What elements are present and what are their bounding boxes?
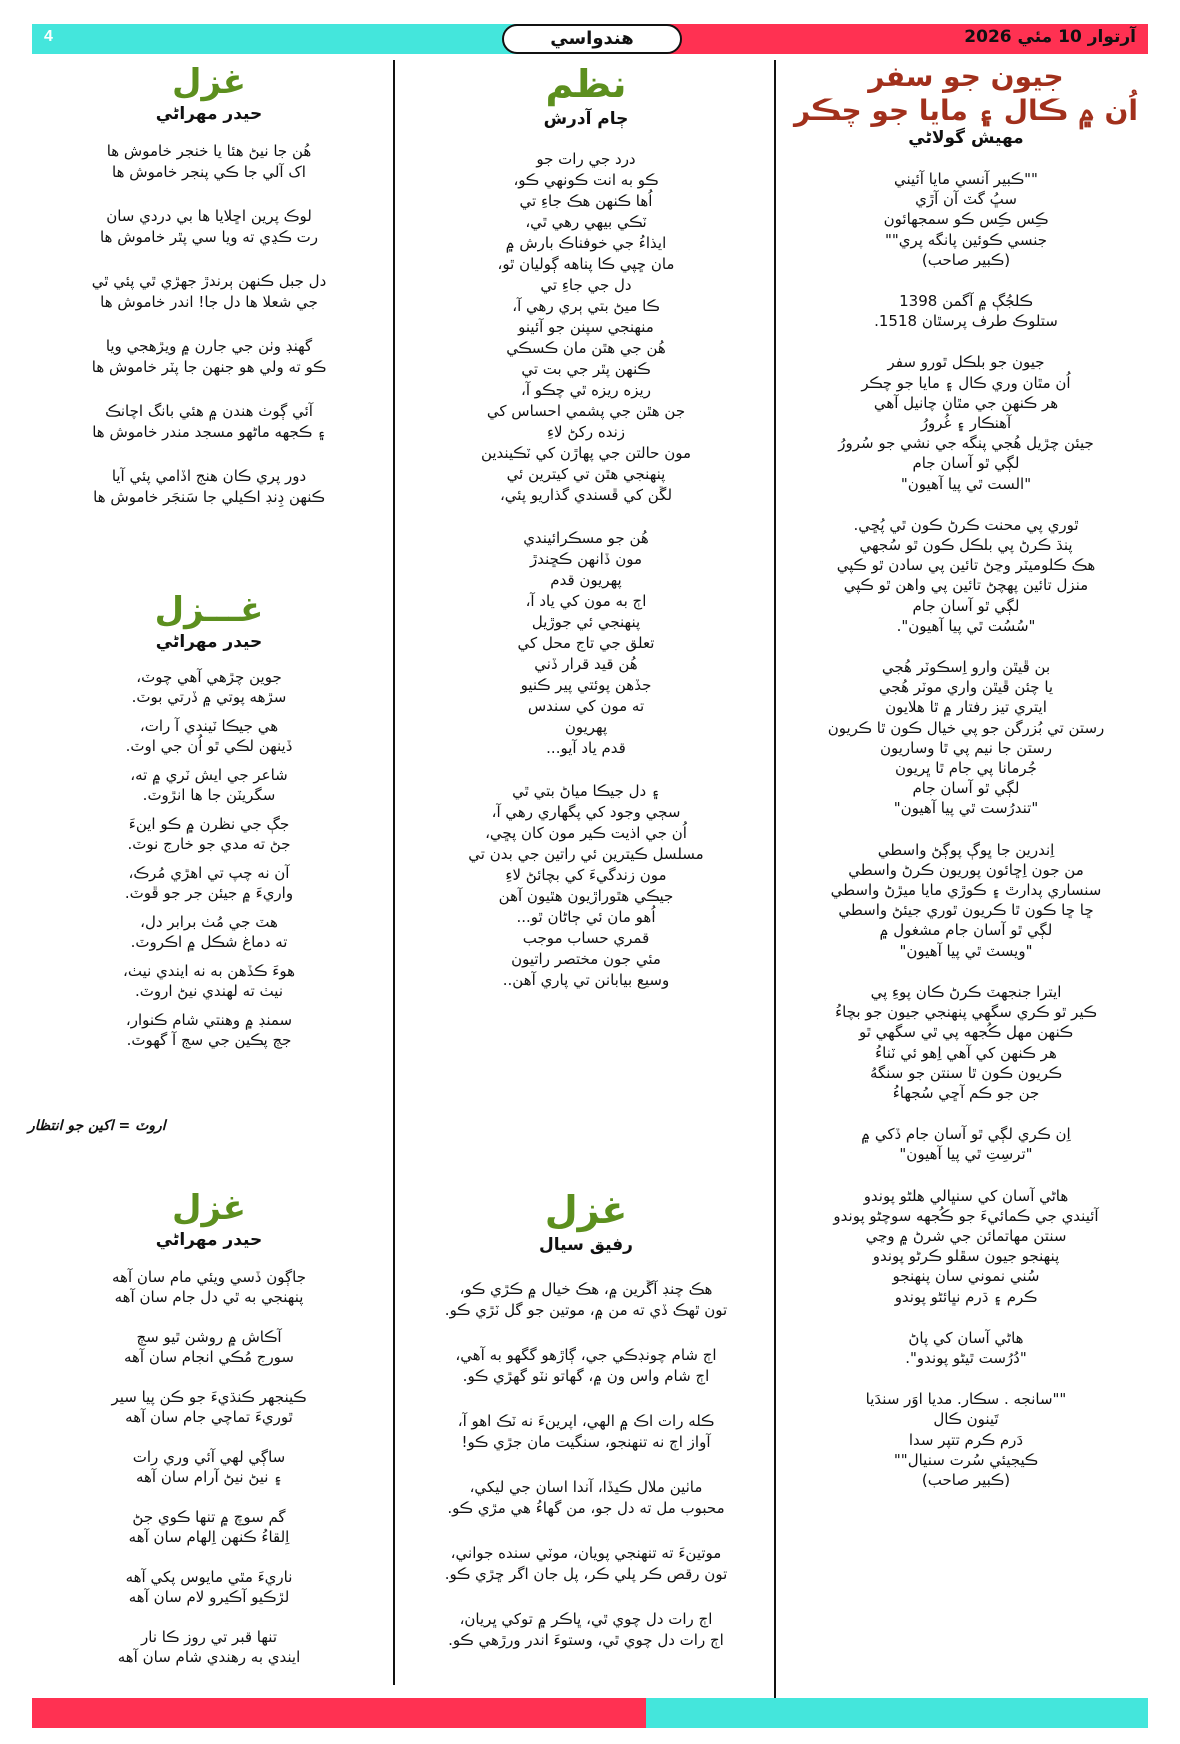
verse-line: جنسي ڪوئين پانگه پري""	[884, 230, 1048, 249]
verse-line: مئي جون مختصر راتيون	[511, 950, 661, 969]
ghazal-3-author: حيدر مهراڻي	[155, 1229, 263, 1250]
left-ghazal-2	[28, 590, 390, 1050]
ghazal-1-author: حيدر مهراڻي	[155, 103, 263, 124]
verse-line: پنهنجي به ٿي دل جام سان آهه	[114, 1287, 304, 1306]
verse-line: آئيندي جي ڪمائيءَ جو ڪُجهه سوچڻو پوندو	[833, 1206, 1099, 1225]
verse-line: مسلسل ڪيترين ئي راتين جي بدن تي	[468, 845, 704, 864]
verse-line: سُني نموني سان پنهنجو	[892, 1267, 1040, 1286]
stanza	[28, 401, 390, 443]
verse-line: "الست ٿي پيا آهيون"	[900, 474, 1032, 493]
verse-line: هر ڪنهن جي مٿان چانيل آهي	[873, 393, 1059, 412]
verse-line: جوين چڙهي آهي چوٽ،	[136, 667, 282, 686]
verse-line: رستن تي بُزرگن جو پي خيال ڪون ٿا ڪريون	[827, 718, 1105, 737]
verse-line: ""سانجه . سڪار. مديا اوَر سندَيا	[865, 1390, 1067, 1409]
verse-line: ناريءَ مٿي مايوس پکي آهه	[125, 1567, 293, 1586]
stanza	[400, 528, 772, 759]
verse-line: رت ڪڍي ته ويا سي پٿر خاموش ها	[99, 227, 319, 246]
verse-line: رستن جا نيم پي ٿا وساريون	[879, 738, 1053, 757]
verse-line: بن ڦيٿن وارو اِسڪوٽر هُجي	[881, 658, 1051, 677]
verse-line: منزل تائين پهچڻ تائين پي واهن ٿو ڪپي	[843, 576, 1089, 595]
verse-line: سڄي وجود کي پگهاري رهي آ،	[491, 803, 681, 822]
stanza	[785, 515, 1147, 636]
verse-line: ڪِس ڪِس ڪو سمجهائون	[883, 210, 1049, 229]
verse-line: مون زندگيءَ کي بچائڻ لاءِ	[505, 866, 667, 885]
ghazal-body	[400, 1279, 772, 1651]
middle-column	[400, 62, 772, 991]
stanza	[28, 765, 390, 805]
stanza	[785, 840, 1147, 961]
verse-line: ته دماغ شڪل ۾ اڪروٽ.	[130, 932, 288, 951]
stanza	[400, 1279, 772, 1321]
ghazal-2-footnote: اروٽ = اکين جو انتظار	[28, 1118, 166, 1134]
stanza	[785, 1186, 1147, 1307]
verse-line: قدم ياد آيو...	[546, 739, 626, 758]
verse-line: ۽ ڪجهه ماڻهو مسجد مندر خاموش ها	[92, 422, 326, 441]
verse-line: هُن قيد قرار ڏني	[534, 655, 638, 674]
verse-line: ڪنهن ڊِنڊ اڪيلي جا سَنجَر خاموش ها	[93, 487, 325, 506]
verse-line: گم سوچ ۾ تنها ڪوي جڻ	[132, 1507, 286, 1526]
left-ghazal-3	[28, 1188, 390, 1667]
ghazal-3-title: غزل	[172, 1188, 246, 1228]
poem-title: نظم	[545, 62, 627, 106]
verse-line: جن جو ڪم آڇي سُجهاءُ	[892, 1083, 1040, 1102]
stanza	[400, 1411, 772, 1453]
verse-line: جن هٿن جي پشمي احساس کي	[486, 402, 686, 421]
stanza	[785, 657, 1147, 819]
middle-ghazal-section	[400, 1188, 772, 1651]
verse-line: هُن جو مسڪرائيندي	[523, 529, 649, 548]
verse-line: دور پري ڪان هنج اڏامي پئي آيا	[111, 466, 307, 485]
stanza	[28, 1447, 390, 1487]
verse-line: ۽ نيڻ نيڻ آرام سان آهه	[135, 1467, 282, 1486]
verse-line: جي شعلا ها دل جا! اندر خاموش ها	[100, 292, 318, 311]
poem-author: ڄام آدرش	[543, 108, 629, 129]
verse-line: شاعر جي ايش ٽري ۾ ته،	[130, 765, 288, 784]
verse-line: اڄ به مون کي ياد آ،	[525, 592, 647, 611]
verse-line: مون حالتن جي پهاڙن کي ٽڪيندين	[480, 444, 692, 463]
stanza	[28, 1567, 390, 1607]
bottom-bar	[32, 1698, 1148, 1728]
verse-line: واريءَ ۾ جيئن جر جو ڦوٽ.	[124, 883, 294, 902]
verse-line: دَرم ڪرم تتپر سدا	[908, 1430, 1024, 1449]
bottom-bar-cyan-segment	[646, 1698, 1148, 1728]
stanza	[785, 291, 1147, 331]
verse-line: ڪا ميڻ بتي ٻري رهي آ،	[512, 297, 660, 316]
verse-line: "ترسِتِ ٿي پيا آهيون"	[899, 1145, 1033, 1164]
verse-line: ٽڪي بيهي رهي ٿي،	[525, 213, 647, 232]
verse-line: اڄ شام چونڊڪي جي، ڳاڙهو گگهو به آهي،	[455, 1346, 717, 1365]
verse-line: ڪو ته ولي هو جنهن جا پٽر خاموش ها	[91, 357, 327, 376]
verse-line: ايترا جنجهٽ ڪرڻ ڪان پوءِ پي	[870, 982, 1062, 1001]
stanza	[400, 1477, 772, 1519]
verse-line: "دُرُست ٿيڻو پوندو".	[905, 1348, 1027, 1367]
verse-line: ۽ دل جيڪا مياڻ بتي ٿي	[512, 782, 660, 801]
verse-line: ڪريون ڪون ٿا سنتن جو سنگهُ	[869, 1063, 1063, 1082]
stanza	[28, 1010, 390, 1050]
verse-line: تون رقص ڪر پلي ڪر، پل جان اگر ڇڙي ڪو.	[444, 1565, 728, 1584]
stanza	[28, 814, 390, 854]
verse-line: يا چئن ڦيٿن واري موٽر هُجي	[878, 678, 1054, 697]
verse-line: تَينون ڪال	[933, 1410, 999, 1429]
verse-line: اڄ شام واس ون ۾، گهاتو نٽو گهڙي ڪو.	[462, 1367, 710, 1386]
verse-line: "ويسٽ ٿي پيا آهيون"	[899, 941, 1033, 960]
top-bar-cyan-segment	[32, 24, 534, 54]
verse-line: اِلقاءُ ڪنهن اِلهام سان آهه	[128, 1527, 290, 1546]
verse-line: اُن مٿان وري ڪال ۽ مايا جو چڪر	[861, 373, 1071, 392]
verse-line: اڄ رات دل چوي ٿي، وستوءَ اندر ورڙهي ڪو.	[448, 1631, 724, 1650]
verse-line: اُها ڪنهن هڪ جاءِ تي	[519, 192, 653, 211]
verse-line: مان ڇپي ڪا پناهه ڳوليان ٿو،	[497, 255, 675, 274]
verse-line: اک آلي جا ڪي پنجر خاموش ها	[112, 162, 306, 181]
verse-line: لوڪ پرين اڇلايا ها بي دردي سان	[106, 206, 312, 225]
ghazal-2-title: غـــزل	[154, 590, 264, 630]
article-body	[785, 169, 1147, 1490]
ghazal-title: غزل	[544, 1188, 628, 1232]
verse-line: هڪ چنڊ آڱرين ۾، هڪ خيال ۾ ڪڙي ڪو،	[459, 1280, 713, 1299]
verse-line: هوءَ ڪڏهن به نه ايندي نيٺ،	[123, 961, 295, 980]
stanza	[785, 1389, 1147, 1490]
verse-line: ""ڪبير آنسي مايا آئيني	[894, 169, 1038, 188]
verse-line: آئي ڳوٺ هندن ۾ هئي بانگ اچانڪ	[105, 401, 313, 420]
verse-line: زنده رکڻ لاءِ	[546, 423, 626, 442]
stanza	[28, 1387, 390, 1427]
verse-line: ٿوريءَ تماچي جام سان آهه	[125, 1407, 293, 1426]
verse-line: ڪيجيئي سُرت سنيال""	[893, 1450, 1039, 1469]
verse-line: سگريٽن جا ها انڙوٽ.	[142, 785, 276, 804]
verse-line: ايندي به رهندي شام سان آهه	[117, 1647, 301, 1666]
stanza	[28, 1507, 390, 1547]
stanza	[28, 466, 390, 508]
ghazal-1-body	[28, 141, 390, 508]
verse-line: موتينءَ ته تنهنجي پويان، موٽي سنده جواني،	[450, 1544, 722, 1563]
verse-line: پنهنجو جيون سڦلو ڪرڻو پوندو	[872, 1247, 1060, 1266]
verse-line: سڙهه پوتي ۾ ڏرتي بوٽ.	[131, 687, 287, 706]
verse-line: ڪلجُڳ ۾ آگمن 1398	[899, 292, 1033, 310]
verse-line: سنتن مهاتمائن جي شرڻ ۾ وڃي	[865, 1226, 1067, 1245]
stanza	[28, 141, 390, 183]
verse-line: جاڳون ڏسي ويئي مام سان آهه	[112, 1267, 306, 1286]
verse-line: پنهنجي هٿن تي کيترين ئي	[506, 465, 666, 484]
verse-line: "تندرُست ٿي پيا آهيون"	[893, 799, 1039, 818]
verse-line: هُن جا نيڻ هئا يا خنجر خاموش ها	[106, 141, 312, 160]
article-author: مهيش گولاڻي	[908, 128, 1024, 149]
verse-line: هڪ ڪلوميٽر وڃڻ تائين پي سادن ٿو ڪپي	[836, 556, 1096, 575]
stanza	[400, 1543, 772, 1585]
stanza	[28, 667, 390, 707]
stanza	[28, 912, 390, 952]
verse-line: لڙڪيو آڪيرو لام سان آهه	[128, 1587, 290, 1606]
verse-line: جيئن چڙيل هُجي پنگه جي نشي جو سُرورُ	[838, 434, 1094, 453]
stanza	[785, 1328, 1147, 1368]
verse-line: پهريون	[564, 718, 608, 737]
issue-date: آرتوار 10 مئي 2026	[964, 27, 1136, 47]
verse-line: تعلق جي تاج محل کي	[517, 634, 655, 653]
verse-line: پهريون قدم	[550, 571, 622, 590]
verse-line: ستلوڪ طرف پرسٿان 1518.	[874, 312, 1058, 331]
verse-line: لڳي ٿو آسان جام	[912, 596, 1020, 615]
verse-line: ڪرم ۽ ڌرم نڀائڻو پوندو	[894, 1287, 1038, 1306]
stanza	[400, 149, 772, 506]
verse-line: اِندرين جا ڀوڳ پوڳڻ واسطي	[877, 840, 1055, 859]
verse-line: ڪو به انت ڪونهي ڪو،	[513, 171, 659, 190]
verse-line: درد جي رات جو	[536, 150, 636, 169]
stanza	[28, 271, 390, 313]
verse-line: اڄ رات دل چوي ٿي، ڀاڪر ۾ توکي ڀريان،	[459, 1610, 713, 1629]
verse-line: مون ڏانهن ڪڇندڙ	[529, 550, 643, 569]
verse-line: (ڪبير صاحب)	[921, 250, 1011, 269]
verse-line: هر ڪنهن کي آهي اِهو ئي ٽناءُ	[875, 1043, 1057, 1062]
verse-line: هٽ جي مُٺ برابر دل،	[140, 912, 278, 931]
stanza	[400, 781, 772, 991]
verse-line: دل جبل ڪنهن ٻرندڙ جهڙي ٿي پئي ٿي	[91, 271, 327, 290]
verse-line: منهنجي سپنن جو آئينو	[518, 318, 654, 337]
verse-line: دل جي جاءِ تي	[540, 276, 632, 295]
stanza	[785, 1124, 1147, 1164]
verse-line: پنڌ ڪرڻ پي بلڪل ڪون ٿو سُجهي	[859, 536, 1073, 555]
bottom-bar-red-segment	[32, 1698, 646, 1728]
stanza	[28, 336, 390, 378]
stanza	[28, 716, 390, 756]
verse-line: آن نه چپ تي اهڙي مُرڪ،	[128, 863, 290, 882]
verse-line: ايتري تيز رفتار ۾ ٿا هلايون	[885, 698, 1047, 717]
verse-line: ڏينهن لڪي ٿو اُن جي اوٽ.	[125, 736, 293, 755]
verse-line: قمري حساب موجب	[522, 929, 650, 948]
verse-line: جُرمانا پي جام ٿا ڀريون	[895, 759, 1037, 778]
verse-line: لڳي ٿو آسان جام	[912, 779, 1020, 798]
verse-line: لڱن کي ڦسندي گذاريو پئي،	[499, 486, 673, 505]
verse-line: سنساري پدارٿ ۽ ڪوڙي مايا ميڙڻ واسطي	[830, 881, 1102, 900]
verse-line: ماٺين ملال ڪيڏا، آندا اسان جي ليکي،	[469, 1478, 703, 1497]
verse-line: آهنڪار ۽ غُرورُ	[920, 414, 1012, 433]
stanza	[785, 352, 1147, 493]
stanza	[785, 982, 1147, 1103]
verse-line: ڪله رات اڪ ۾ الهي، اپرينءَ نه ٽڪ اهو آ،	[457, 1412, 715, 1431]
stanza	[400, 1609, 772, 1651]
stanza	[785, 169, 1147, 270]
verse-line: من جون اِڇائون پوريون ڪرڻ واسطي	[848, 860, 1084, 879]
ghazal-1-title: غزل	[172, 62, 246, 102]
verse-line: هاڻي آسان کي پاڻ	[908, 1328, 1024, 1347]
ghazal-3-body	[28, 1267, 390, 1667]
verse-line: ايذاءُ جي خوفناڪ بارش ۾	[505, 234, 667, 253]
stanza	[28, 1267, 390, 1307]
page-number: 4	[44, 28, 53, 45]
stanza	[28, 1627, 390, 1667]
verse-line: لڳي ٿو آسان جام مشغول ۾	[879, 921, 1053, 940]
verse-line: پنهنجي ئي جوڙيل	[531, 613, 641, 632]
stanza	[28, 206, 390, 248]
verse-line: ته مون کي سندس	[527, 697, 645, 716]
verse-line: محبوب مل ته دل جو، من گهاءُ هي مڙي ڪو.	[447, 1499, 725, 1518]
verse-line: (ڪبير صاحب)	[921, 1470, 1011, 1489]
verse-line: ريزه ريزه ٿي چڪو آ،	[521, 381, 651, 400]
verse-line: "سُسُت ٿي پيا آهيون".	[896, 616, 1036, 635]
verse-line: جيڪي هٿوراڙيون هٿيون آهن	[498, 887, 674, 906]
verse-line: جڻ ته مدي جو خارج نوٽ.	[127, 834, 291, 853]
ghazal-author: رفيق سيال	[539, 1234, 633, 1255]
verse-line: سورج مُڪي انجام سان آهه	[123, 1347, 295, 1366]
verse-line: هاڻي آسان کي سنڀالي هلڻو پوندو	[863, 1186, 1069, 1205]
column-divider-left	[393, 60, 395, 1685]
stanza	[400, 1345, 772, 1387]
ghazal-2-author: حيدر مهراڻي	[155, 631, 263, 652]
stanza	[28, 1327, 390, 1367]
verse-line: ڇا ڇا ڪون ٿا ڪريون ٿوري جيئڻ واسطي	[838, 901, 1094, 920]
verse-line: هُن جي هٿن مان ڪسڪي	[506, 339, 666, 358]
ghazal-2-body	[28, 667, 390, 1050]
verse-line: ڪنهن پٿر جي بت تي	[521, 360, 651, 379]
verse-line: اُهو مان ئي ڄاڻان ٿو...	[516, 908, 656, 927]
verse-line: ڪينجهر ڪنڌيءَ جو ڪن پيا سير	[111, 1387, 307, 1406]
newspaper-masthead: هندواسي	[502, 24, 682, 54]
verse-line: ٿوري پي محنت ڪرڻ ڪون ٿي پُڇي.	[853, 515, 1079, 534]
article-title-line-2: اُن ۾ ڪال ۽ مايا جو چڪر	[794, 93, 1138, 127]
verse-line: لڳي ٿو آسان جام	[912, 454, 1020, 473]
verse-line: اُن جي اذيت ڪير مون کان پڇي،	[485, 824, 687, 843]
column-divider-right	[774, 60, 776, 1700]
right-column	[785, 60, 1147, 1490]
verse-line: ڪنهن مهل ڪُجهه پي ٿي سگهي ٿو	[858, 1023, 1073, 1042]
verse-line: سمنڊ ۾ وهنتي شام ڪنوار،	[125, 1010, 293, 1029]
verse-line: هي جيڪا ٽيندي آ رات،	[139, 716, 279, 735]
verse-line: جيون جو بلڪل ٿورو سفر	[887, 353, 1045, 372]
verse-line: گهنڊ وٺن جي جارن ۾ ويڙهجي ويا	[105, 336, 313, 355]
verse-line: ساڳي لهي آئي وري رات	[132, 1447, 286, 1466]
verse-line: جڳ جي نظرن ۾ ڪو اينءَ	[128, 814, 290, 833]
verse-line: تنها قبر تي روز ڪا نار	[141, 1627, 277, 1646]
stanza	[28, 961, 390, 1001]
article-title-line-1: جيون جو سفر	[868, 60, 1064, 93]
verse-line: آڪاش ۾ روشن ٿيو سڄ	[136, 1327, 282, 1346]
verse-line: آواز اڄ نه تنهنجو، سنگيت مان جڙي ڪو!	[461, 1433, 711, 1452]
verse-line: جڏهن پوئتي پير ڪنيو	[520, 676, 652, 695]
verse-line: اِن ڪري لڳي ٿو آسان جام ڏکي ۾	[861, 1125, 1071, 1144]
verse-line: سڀُ گٽ آن آڙي	[915, 190, 1017, 209]
verse-line: وسيع بيابانن تي پاري آهن..	[502, 971, 670, 990]
poem-body	[400, 149, 772, 991]
verse-line: ڪير ٿو ڪري سگهي پنهنجي جيون جو بچاءُ	[835, 1003, 1097, 1022]
stanza	[28, 863, 390, 903]
verse-line: نيٺ ته لهندي نيڻ اروٽ.	[134, 981, 283, 1000]
verse-line: جڄ پڪين جي سڄ آ گهوٽ.	[126, 1030, 292, 1049]
verse-line: تون ٿهڪ ڏي ته من ۾، موتين جو گل ٽڙي ڪو.	[444, 1301, 728, 1320]
left-ghazal-1	[28, 62, 390, 508]
